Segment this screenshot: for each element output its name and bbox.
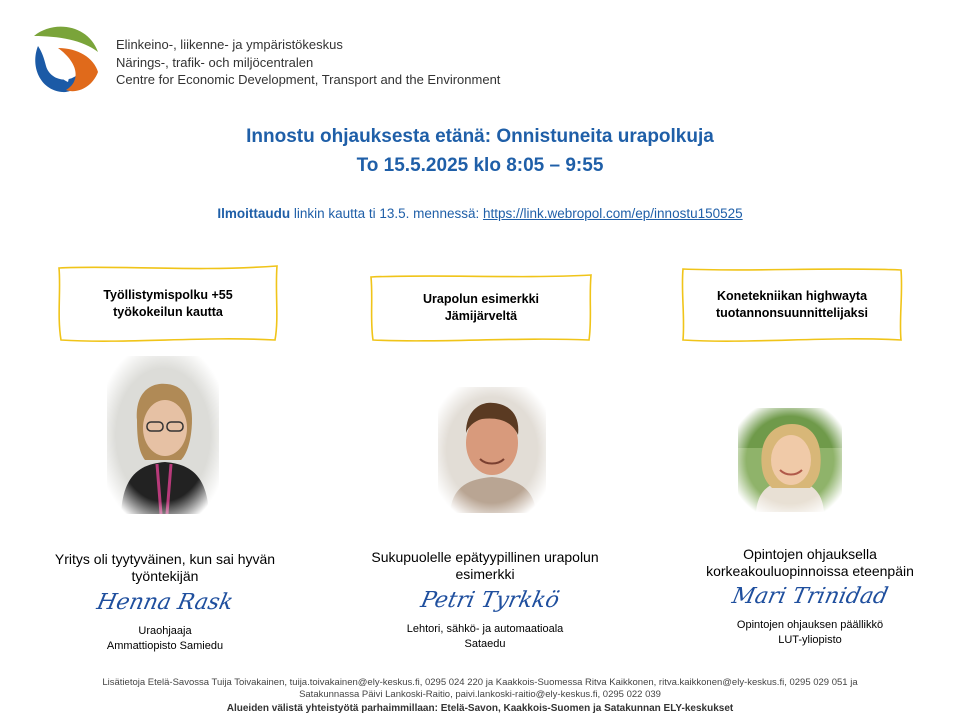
speaker-3-quote-line-2: korkeakouluopinnoissa eteenpäin <box>706 563 914 579</box>
topic-2-line-1: Urapolun esimerkki <box>422 292 539 306</box>
speaker-1-role <box>60 624 270 654</box>
registration-link[interactable]: https://link.webropol.com/ep/innostu150525 <box>482 206 743 221</box>
ely-logo-icon <box>28 22 102 96</box>
event-date: To 15.5.2025 klo 8:05 – 9:55 <box>356 155 604 176</box>
speaker-1-quote-line-1: Yritys oli tyytyväinen, kun sai hyvän <box>54 551 276 567</box>
registration-label: Ilmoittaudu <box>217 206 291 221</box>
speaker-2-quote <box>340 549 630 583</box>
speaker-1-org: Ammattiopisto Samiedu <box>106 640 224 652</box>
speaker-3-title: Opintojen ohjauksen päällikkö <box>736 619 884 631</box>
speaker-1-title: Uraohjaaja <box>138 625 192 637</box>
registration-line <box>0 206 960 221</box>
speaker-2-title: Lehtori, sähkö- ja automaatioala <box>406 623 564 635</box>
speaker-photo-2 <box>438 387 546 513</box>
speaker-2-quote-line-1: Sukupuolelle epätyypillinen urapolun <box>371 549 599 565</box>
footer-info-line-2: Satakunnassa Päivi Lankoski-Raitio, paivi.lankoski-raitio@ely-keskus.fi, 0295 022 039 <box>299 689 661 700</box>
topic-2-line-2: Jämijärveltä <box>444 309 518 323</box>
topic-3-line-2: tuotannonsuunnittelijaksi <box>715 306 869 320</box>
org-name-fi: Elinkeino-, liikenne- ja ympäristökeskus <box>116 37 343 52</box>
topic-box-1 <box>55 264 281 344</box>
topic-box-3 <box>679 266 905 344</box>
org-name-sv: Närings-, trafik- och miljöcentralen <box>116 55 314 70</box>
speaker-photo-3 <box>738 408 842 512</box>
speaker-3-quote-line-1: Opintojen ohjauksella <box>743 546 877 562</box>
speaker-2-quote-line-2: esimerkki <box>455 566 515 582</box>
speaker-1-signature: Henna Rask <box>94 590 236 615</box>
speaker-2-role <box>370 622 600 652</box>
footer-info <box>40 677 920 701</box>
topic-box-2 <box>368 272 594 344</box>
org-name-en: Centre for Economic Development, Transport and the Environment <box>116 72 501 87</box>
speaker-3-quote <box>665 546 955 580</box>
speaker-3-signature: Mari Trinidad <box>729 584 891 609</box>
event-title: Innostu ohjauksesta etänä: Onnistuneita urapolkuja <box>246 126 714 147</box>
registration-text: linkin kautta ti 13.5. mennessä: <box>290 206 483 221</box>
topic-1-line-1: Työllistymispolku +55 <box>103 288 233 302</box>
speaker-3-org: LUT-yliopisto <box>778 634 842 646</box>
footer-tagline: Alueiden välistä yhteistyötä parhaimmillaan: Etelä-Savon, Kaakkois-Suomen ja Satakunnan ELY-keskukset <box>226 703 734 714</box>
speaker-2-signature: Petri Tyrkkö <box>418 588 562 613</box>
speaker-2-org: Sataedu <box>464 638 506 650</box>
topic-1-line-2: työkokeilun kautta <box>113 305 223 319</box>
speaker-1-quote <box>20 551 310 585</box>
topic-3-line-1: Konetekniikan highwayta <box>716 289 868 303</box>
speaker-photo-1 <box>107 356 219 514</box>
footer-info-line-1: Lisätietoja Etelä-Savossa Tuija Toivakainen, tuija.toivakainen@ely-keskus.fi, 0295 024 220 ja Kaakkois-Suomessa Ritva Kaikkonen, ritva.kaikkonen@ely-keskus.fi, 0295 029 051 ja <box>102 677 858 688</box>
speaker-3-role <box>695 618 925 648</box>
speaker-1-quote-line-2: työntekijän <box>131 568 199 584</box>
